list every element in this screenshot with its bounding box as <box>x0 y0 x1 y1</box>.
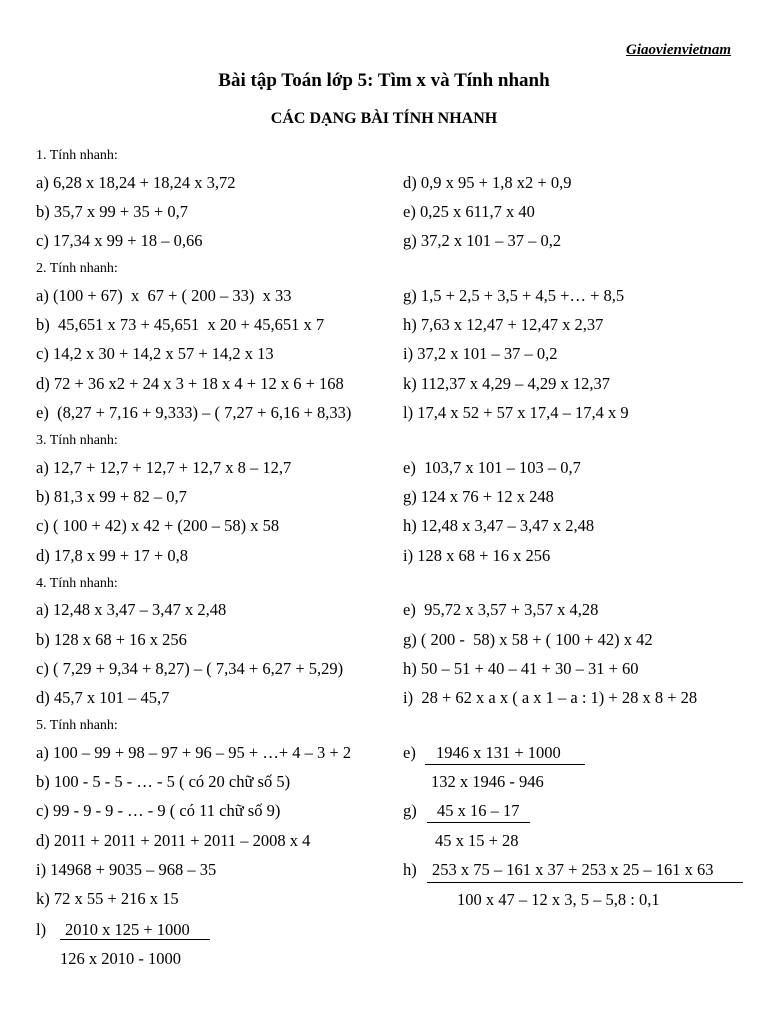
exercise-item: g) 37,2 x 101 – 37 – 0,2 <box>403 231 562 250</box>
exercise-item: b) 128 x 68 + 16 x 256 <box>36 630 187 649</box>
exercise-item: i) 128 x 68 + 16 x 256 <box>403 546 551 565</box>
exercise-item: d) 0,9 x 95 + 1,8 x2 + 0,9 <box>403 173 572 192</box>
fraction-numerator: 253 x 75 – 161 x 37 + 253 x 25 – 161 x 63 <box>432 860 714 879</box>
exercise-item: h) 12,48 x 3,47 – 3,47 x 2,48 <box>403 516 595 535</box>
exercise-item: e) 95,72 x 3,57 + 3,57 x 4,28 <box>403 600 599 619</box>
exercise-item: a) 100 – 99 + 98 – 97 + 96 – 95 + …+ 4 – 3 + 2 <box>36 743 352 762</box>
exercise-item: l) 17,4 x 52 + 57 x 17,4 – 17,4 x 9 <box>403 403 629 422</box>
exercise-item: c) 14,2 x 30 + 14,2 x 57 + 14,2 x 13 <box>36 344 274 363</box>
exercise-item: i) 14968 + 9035 – 968 – 35 <box>36 860 217 879</box>
section-heading: 2. Tính nhanh: <box>36 261 118 276</box>
exercise-item: k) 72 x 55 + 216 x 15 <box>36 889 179 908</box>
fraction-bar <box>427 822 530 823</box>
exercise-item: h) 50 – 51 + 40 – 41 + 30 – 31 + 60 <box>403 659 639 678</box>
fraction-denominator: 132 x 1946 - 946 <box>431 772 544 791</box>
exercise-item: e) (8,27 + 7,16 + 9,333) – ( 7,27 + 6,16 + 8,33) <box>36 403 352 422</box>
watermark: Giaovienvietnam <box>626 42 731 58</box>
fraction-denominator: 100 x 47 – 12 x 3, 5 – 5,8 : 0,1 <box>457 890 660 909</box>
exercise-item: h) 7,63 x 12,47 + 12,47 x 2,37 <box>403 315 604 334</box>
exercise-item: g) ( 200 - 58) x 58 + ( 100 + 42) x 42 <box>403 630 653 649</box>
exercise-item: a) 6,28 x 18,24 + 18,24 x 3,72 <box>36 173 236 192</box>
fraction-bar <box>425 764 585 765</box>
fraction-bar <box>60 939 210 940</box>
fraction-numerator: 1946 x 131 + 1000 <box>436 743 561 762</box>
exercise-item: c) ( 7,29 + 9,34 + 8,27) – ( 7,34 + 6,27 + 5,29) <box>36 659 344 678</box>
exercise-item: b) 100 - 5 - 5 - … - 5 ( có 20 chữ số 5) <box>36 772 291 791</box>
page-title: Bài tập Toán lớp 5: Tìm x và Tính nhanh <box>218 70 550 91</box>
section-heading: 1. Tính nhanh: <box>36 148 118 163</box>
exercise-item: d) 45,7 x 101 – 45,7 <box>36 688 170 707</box>
exercise-item: g) 124 x 76 + 12 x 248 <box>403 487 554 506</box>
fraction-label: e) <box>403 743 416 762</box>
section-heading: 3. Tính nhanh: <box>36 433 118 448</box>
exercise-item: a) (100 + 67) x 67 + ( 200 – 33) x 33 <box>36 286 292 305</box>
fraction-bar <box>427 882 743 883</box>
fraction-numerator: 45 x 16 – 17 <box>437 801 520 820</box>
exercise-item: c) ( 100 + 42) x 42 + (200 – 58) x 58 <box>36 516 280 535</box>
fraction-numerator: 2010 x 125 + 1000 <box>65 920 190 939</box>
fraction-label: h) <box>403 860 417 879</box>
page-subtitle: CÁC DẠNG BÀI TÍNH NHANH <box>270 110 498 127</box>
exercise-item: d) 2011 + 2011 + 2011 + 2011 – 2008 x 4 <box>36 831 311 850</box>
exercise-item: i) 28 + 62 x a x ( a x 1 – a : 1) + 28 x 8 + 28 <box>403 688 698 707</box>
section-heading: 4. Tính nhanh: <box>36 576 118 591</box>
exercise-item: b) 45,651 x 73 + 45,651 x 20 + 45,651 x 7 <box>36 315 325 334</box>
section-heading: 5. Tính nhanh: <box>36 718 118 733</box>
exercise-item: a) 12,7 + 12,7 + 12,7 + 12,7 x 8 – 12,7 <box>36 458 292 477</box>
exercise-item: i) 37,2 x 101 – 37 – 0,2 <box>403 344 558 363</box>
exercise-item: b) 35,7 x 99 + 35 + 0,7 <box>36 202 188 221</box>
fraction-label: g) <box>403 801 417 820</box>
exercise-item: d) 17,8 x 99 + 17 + 0,8 <box>36 546 188 565</box>
exercise-item: b) 81,3 x 99 + 82 – 0,7 <box>36 487 187 506</box>
exercise-item: a) 12,48 x 3,47 – 3,47 x 2,48 <box>36 600 227 619</box>
fraction-denominator: 45 x 15 + 28 <box>435 831 519 850</box>
exercise-item: e) 0,25 x 611,7 x 40 <box>403 202 535 221</box>
exercise-item: c) 99 - 9 - 9 - … - 9 ( có 11 chữ số 9) <box>36 801 281 820</box>
exercise-item: k) 112,37 x 4,29 – 4,29 x 12,37 <box>403 374 611 393</box>
exercise-item: g) 1,5 + 2,5 + 3,5 + 4,5 +… + 8,5 <box>403 286 625 305</box>
fraction-denominator: 126 x 2010 - 1000 <box>60 949 181 968</box>
exercise-item: e) 103,7 x 101 – 103 – 0,7 <box>403 458 581 477</box>
exercise-item: c) 17,34 x 99 + 18 – 0,66 <box>36 231 203 250</box>
exercise-item: d) 72 + 36 x2 + 24 x 3 + 18 x 4 + 12 x 6 + 168 <box>36 374 344 393</box>
fraction-label: l) <box>36 920 47 939</box>
